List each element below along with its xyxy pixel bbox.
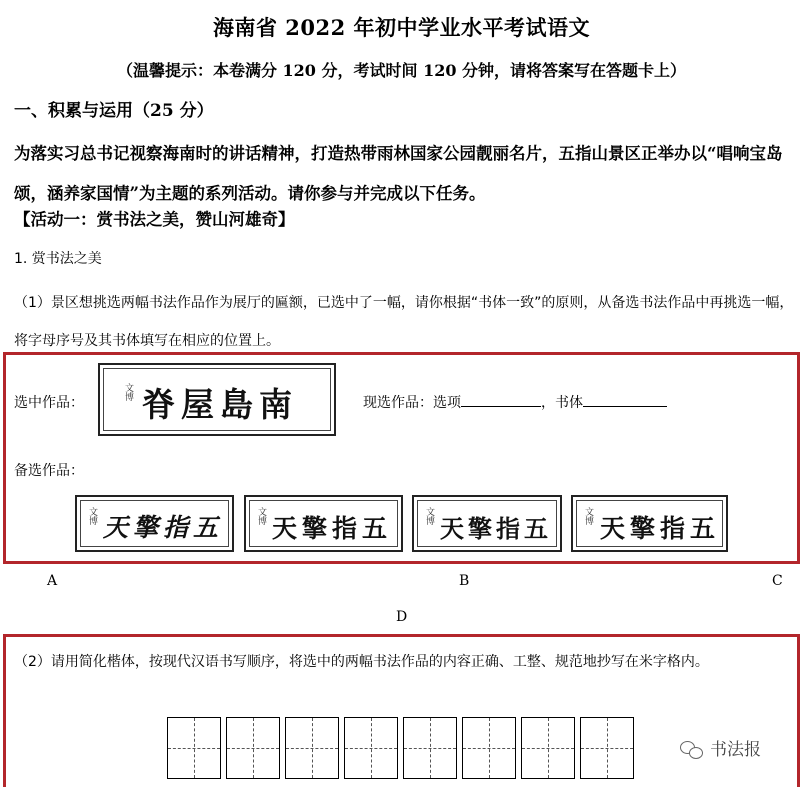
current-option-label: 现选作品：选项 — [363, 395, 461, 411]
exam-title: 海南省 2022 年初中学业水平考试语文 — [212, 15, 591, 40]
grid-cell[interactable] — [167, 717, 221, 779]
seal-mark: 文博 — [424, 507, 434, 525]
candidate-work-b[interactable] — [244, 495, 403, 552]
wechat-icon — [680, 741, 704, 759]
seal-mark: 文博 — [87, 507, 97, 525]
candidate-a-characters: 天擎指五 — [103, 513, 224, 542]
option-letter-a: A — [47, 573, 58, 589]
candidate-work-d[interactable] — [571, 495, 728, 552]
style-label: 书体 — [555, 395, 583, 411]
candidate-work-a[interactable] — [75, 495, 234, 552]
selected-calligraphy-work — [98, 363, 336, 436]
watermark-text: 书法报 — [710, 740, 761, 760]
grid-cell[interactable] — [403, 717, 457, 779]
grid-cell[interactable] — [285, 717, 339, 779]
question-1-label: 1. 赏书法之美 — [14, 251, 102, 267]
option-letter-d: D — [396, 609, 408, 625]
activity-heading: 【活动一：赏书法之美，赞山河雄奇】 — [14, 210, 295, 229]
grid-cell[interactable] — [580, 717, 634, 779]
option-letter-c: C — [772, 573, 783, 589]
option-letter-blank[interactable] — [461, 392, 541, 407]
seal-mark: 文博 — [123, 383, 133, 401]
section-intro: 为落实习总书记视察海南时的讲话精神，打造热带雨林国家公园靓丽名片，五指山景区正举办以“唱响宝岛颂，涵养家国情”为主题的系列活动。请你参与并完成以下任务。 — [14, 144, 783, 203]
seal-mark: 文博 — [256, 507, 266, 525]
question-1-part-1: （1）景区想挑选两幅书法作品作为展厅的匾额，已选中了一幅，请你根据“书体一致”的原则，从备选书法作品中再挑选一幅，将字母序号及其书体填写在相应的位置上。 — [14, 295, 794, 349]
seal-mark: 文博 — [583, 507, 593, 525]
candidate-b-characters: 天擎指五 — [272, 514, 393, 543]
grid-cell[interactable] — [462, 717, 516, 779]
candidate-works-label: 备选作品： — [14, 463, 84, 479]
grid-cell[interactable] — [226, 717, 280, 779]
calligraphy-style-blank[interactable] — [583, 392, 667, 407]
selected-work-characters: 脊屋島南 — [142, 385, 298, 424]
candidate-work-c[interactable] — [412, 495, 562, 552]
section-heading: 一、积累与运用（25 分） — [14, 101, 214, 121]
watermark — [680, 735, 761, 760]
option-letter-b: B — [459, 573, 470, 589]
candidate-c-characters: 天擎指五 — [440, 514, 552, 543]
selected-work-label: 选中作品： — [14, 395, 84, 411]
exam-notice: （温馨提示：本卷满分 120 分，考试时间 120 分钟，请将答案写在答题卡上） — [116, 61, 687, 80]
grid-cell[interactable] — [521, 717, 575, 779]
question-1-part-2: （2）请用简化楷体，按现代汉语书写顺序，将选中的两幅书法作品的内容正确、工整、规范地抄写在米字格内。 — [14, 654, 709, 670]
grid-cell[interactable] — [344, 717, 398, 779]
comma-separator: ， — [541, 395, 555, 411]
current-selection-row — [363, 392, 667, 412]
candidate-d-characters: 天擎指五 — [600, 514, 721, 543]
